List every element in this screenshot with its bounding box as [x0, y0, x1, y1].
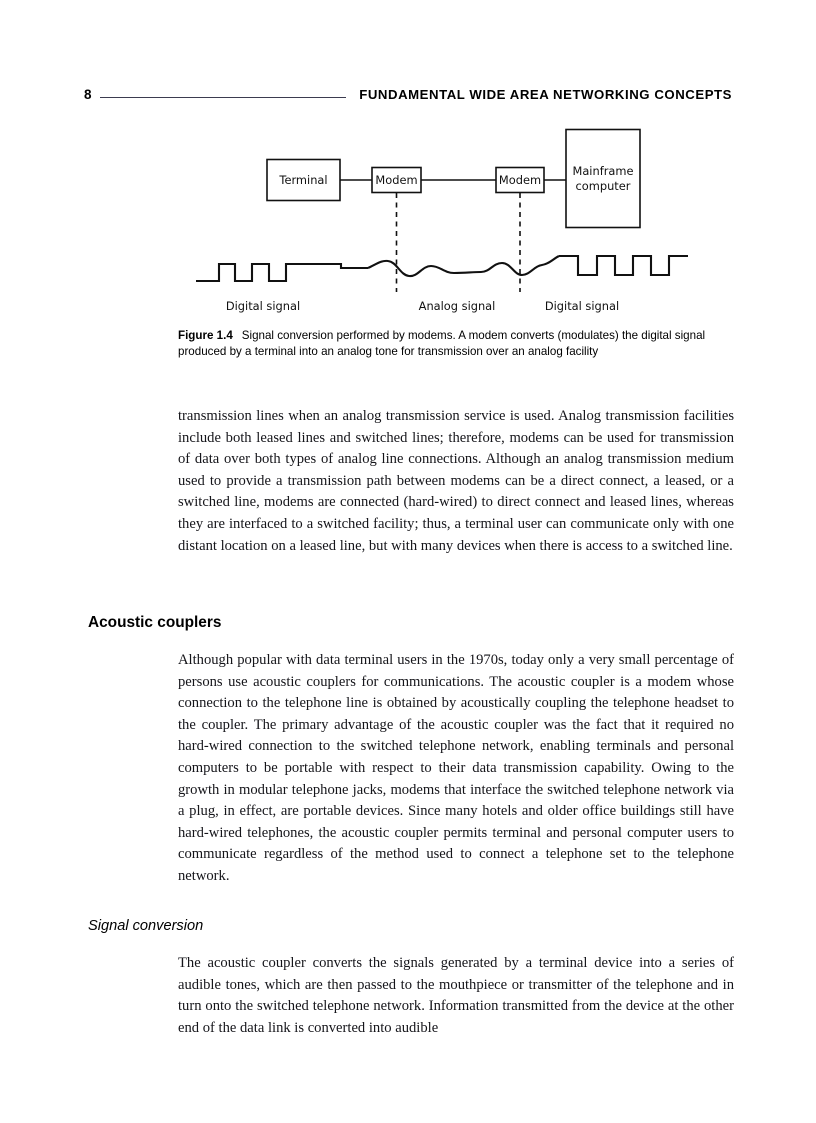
paragraph-text: Although popular with data terminal users in the 1970s, today only a very small percentage of persons use acoustic couplers for communications. The acoustic coupler is a modem whose connection to the telephone line is obtained by acoustically coupling the telephone headset to the coupler. The primary advantage of the acoustic coupler was the fact that it required no hard-wired connection to the switched telephone network, enabling terminals and personal computers to be portable with respect to their data transmission capability. Owing to the growth in modular telephone jacks, modems that interface the switched telephone network via a plug, in effect, are portable devices. Since many hotels and older office buildings still have hard-wired telephones, the acoustic coupler permits terminal and personal computer users to communicate regardless of the method used to connect a telephone set to the telephone network. [178, 652, 734, 884]
running-head-title: FUNDAMENTAL WIDE AREA NETWORKING CONCEPTS [359, 87, 732, 103]
figure-caption [178, 328, 734, 361]
heading-signal-conversion: Signal conversion [88, 918, 204, 934]
body-paragraph-1 [178, 406, 734, 557]
waveform-digital-left [196, 264, 368, 281]
node-modem-right-label: Modem [498, 173, 542, 187]
signal-label-middle: Analog signal [418, 299, 496, 313]
figure-caption-text: Signal conversion performed by modems. A modem converts (modulates) the digital signal produced by a terminal into an analog tone for transmission over an analog facility [178, 329, 706, 359]
paragraph-text: transmission lines when an analog transmission service is used. Analog transmission facilities include both leased lines and switched lines; therefore, modems can be used for transmission of data over both types of analog line connections. Although an analog transmission medium used to provide a transmission path between modems can be a direct connect, a leased, or a switched line, modems are connected (hard-wired) to direct connect and leased lines, whereas they are interfaced to a switched facility; thus, a terminal user can communicate only with one distant location on a leased line, but with many devices when there is access to a switched line. [178, 408, 734, 554]
node-terminal-label: Terminal [279, 173, 328, 187]
node-mainframe-label-line1: Mainframe [572, 164, 634, 178]
body-paragraph-2 [178, 650, 734, 888]
figure-1-4 [178, 120, 734, 322]
paragraph-text: The acoustic coupler converts the signals generated by a terminal device into a series of audible tones, which are then passed to the mouthpiece or transmitter of the telephone and in turn onto the switched telephone network. Information transmitted from the device at the other end of the data link is converted into audible [178, 955, 734, 1036]
figure-artwork [178, 120, 734, 322]
running-head-rule [100, 97, 346, 98]
signal-label-left: Digital signal [225, 299, 301, 313]
node-modem-left-label: Modem [375, 173, 418, 187]
body-paragraph-3 [178, 953, 734, 1039]
running-head [84, 84, 732, 106]
waveform-digital-right [559, 256, 688, 275]
node-mainframe-label-line2: computer [575, 179, 631, 193]
page-number: 8 [84, 87, 92, 103]
heading-acoustic-couplers: Acoustic couplers [88, 614, 222, 631]
figure-number: Figure 1.4 [178, 329, 233, 342]
signal-label-right: Digital signal [544, 299, 620, 313]
